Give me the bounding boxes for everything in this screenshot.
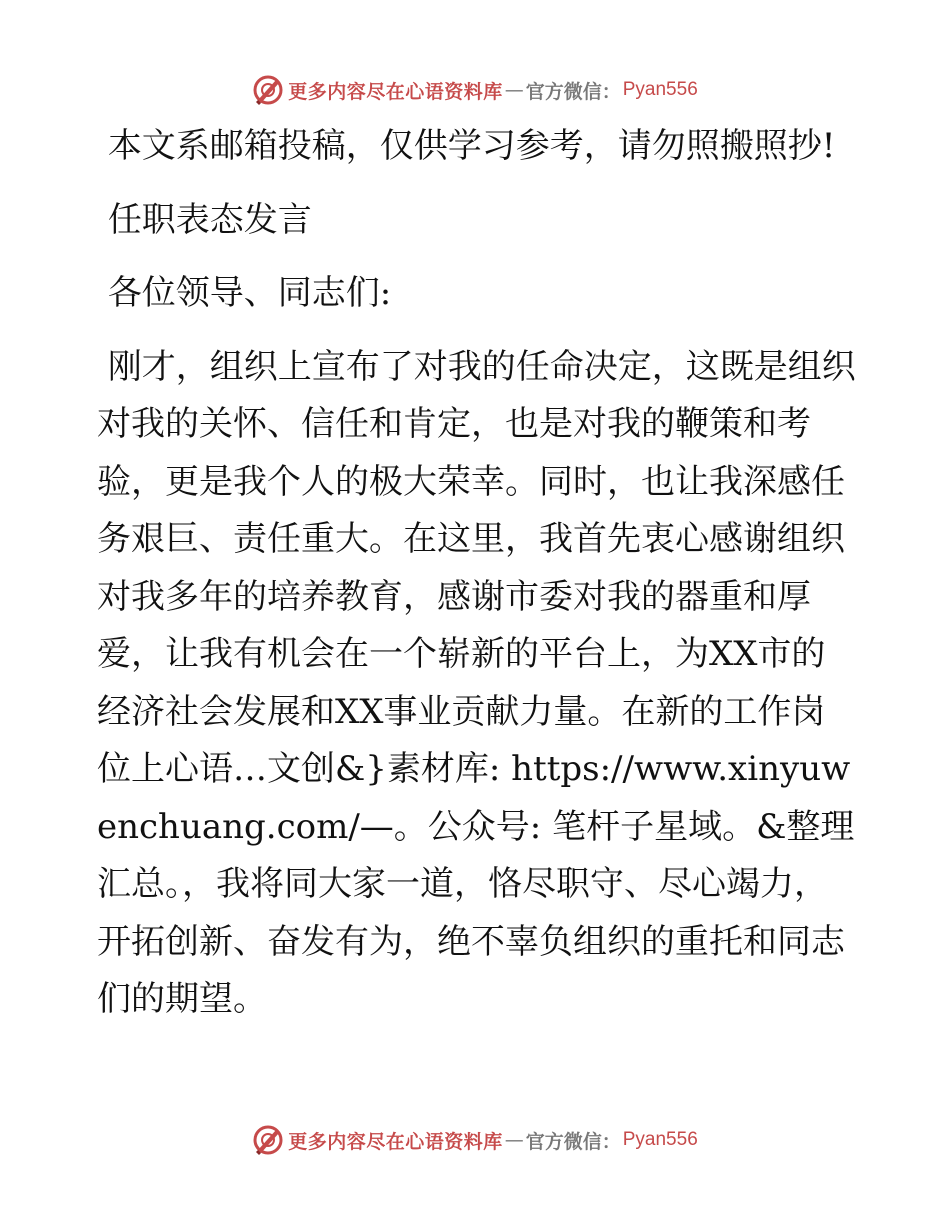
header-separator: — [504, 79, 524, 101]
body-paragraph: 刚才，组织上宣布了对我的任命决定，这既是组织对我的关怀、信任和肯定，也是对我的鞭策和考验，更是我个人的极大荣幸。同时，也让我深感任务艰巨、责任重大。在这里，我首先衷心感谢组织对我多年的培养教育，感谢市委对我的器重和厚爱，让我有机会在一个崭新的平台上，为XX市的经济社会发展和XX事业贡献力量。在新的工作岗位上心语…文创&}素材库: https://www.xinyuwenchuang.com/—。公众号: 笔杆子星域。&整理汇总。，我将同大家一道，恪尽职守、尽心竭力，开拓创新、奋发有为，绝不辜负组织的重托和同志们的期望。 [97, 346, 856, 1019]
footer-slogan: 更多内容尽在心语资料库 [288, 1130, 503, 1153]
document-body [97, 118, 857, 1029]
header-contact-label: 官方微信： [525, 80, 621, 103]
header-contact-id: Pyan556 [622, 79, 698, 100]
footer-contact-id: Pyan556 [622, 1129, 698, 1150]
footer-banner [0, 1120, 950, 1160]
header-banner [0, 70, 950, 110]
footer-separator: — [504, 1129, 524, 1151]
salutation-text: 各位领导、同志们: [97, 273, 392, 313]
pen-circle-icon [252, 74, 284, 106]
footer-contact-label: 官方微信： [525, 1130, 621, 1153]
pen-circle-icon [252, 1124, 284, 1156]
document-title: 任职表态发言 [97, 199, 312, 240]
header-slogan: 更多内容尽在心语资料库 [288, 80, 503, 103]
notice-text: 本文系邮箱投稿，仅供学习参考，请勿照搬照抄! [97, 126, 836, 166]
